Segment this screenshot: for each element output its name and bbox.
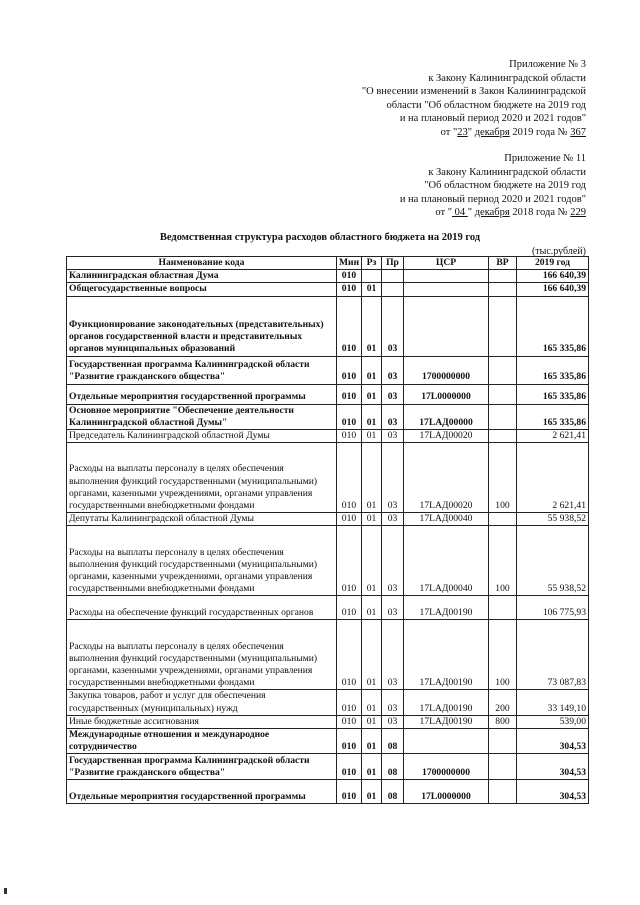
row-pr: 03 [382, 596, 404, 620]
row-rz: 01 [362, 384, 382, 404]
table-row [67, 384, 589, 404]
table-row [67, 526, 589, 596]
table-body [67, 270, 589, 804]
row-name: Государственная программа Калининградской области "Развитие гражданского общества" [67, 754, 337, 780]
col-header-pr: Пр [382, 257, 404, 270]
row-csr: 17LАД00020 [404, 443, 489, 513]
table-row [67, 754, 589, 780]
appendix-3-date: от "23" декабря 2019 года № 367 [440, 126, 586, 138]
row-vr: 100 [489, 620, 517, 690]
document-title: Ведомственная структура расходов областного бюджета на 2019 год [159, 232, 481, 243]
table-row [67, 296, 589, 356]
row-min: 010 [337, 690, 362, 715]
row-pr: 03 [382, 620, 404, 690]
row-min: 010 [337, 443, 362, 513]
col-header-amount: 2019 год [517, 257, 589, 270]
row-pr: 08 [382, 780, 404, 804]
row-min: 010 [337, 729, 362, 754]
row-pr: 03 [382, 384, 404, 404]
row-amount: 165 335,86 [517, 384, 589, 404]
row-pr [382, 270, 404, 283]
row-amount: 165 335,86 [517, 296, 589, 356]
row-amount: 304,53 [517, 729, 589, 754]
row-amount: 166 640,39 [517, 283, 589, 296]
row-pr: 03 [382, 356, 404, 384]
row-name: Отдельные мероприятия государственной программы [67, 384, 337, 404]
row-name: Расходы на обеспечение функций государственных органов [67, 596, 337, 620]
col-header-min: Мин [337, 257, 362, 270]
unit-label: (тыс.рублей) [531, 246, 586, 257]
row-vr: 800 [489, 715, 517, 728]
row-vr [489, 430, 517, 443]
budget-table [66, 256, 589, 804]
row-csr: 17LАД00190 [404, 715, 489, 728]
row-amount: 2 621,41 [517, 443, 589, 513]
table-row [67, 404, 589, 429]
row-vr [489, 296, 517, 356]
row-rz: 01 [362, 430, 382, 443]
row-name: Расходы на выплаты персоналу в целях обеспечения выполнения функций государственными (муниципальными) органами, казенными учреждениями, органами управления государственными внебюджетными фондами [67, 443, 337, 513]
table-row [67, 443, 589, 513]
row-name: Государственная программа Калининградской области "Развитие гражданского общества" [67, 356, 337, 384]
row-name: Функционирование законодательных (представительных) органов государственной власти и представительных органов муниципальных образований [67, 296, 337, 356]
table-row [67, 620, 589, 690]
row-rz: 01 [362, 690, 382, 715]
table-row [67, 283, 589, 296]
row-amount: 73 087,83 [517, 620, 589, 690]
appendix-3-law-title-3: и на плановый период 2020 и 2021 годов" [399, 113, 586, 125]
row-min: 010 [337, 780, 362, 804]
table-row [67, 430, 589, 443]
row-min: 010 [337, 715, 362, 728]
row-amount: 55 938,52 [517, 513, 589, 526]
table-row [67, 715, 589, 728]
row-rz: 01 [362, 620, 382, 690]
row-pr [382, 283, 404, 296]
row-pr: 08 [382, 754, 404, 780]
appendix-11-law-title-1: "Об областном бюджете на 2019 год [424, 180, 586, 192]
row-amount: 55 938,52 [517, 526, 589, 596]
row-amount: 539,00 [517, 715, 589, 728]
row-rz: 01 [362, 443, 382, 513]
row-name: Расходы на выплаты персоналу в целях обеспечения выполнения функций государственными (муниципальными) органами, казенными учреждениями, органами управления государственными внебюджетными фондами [67, 526, 337, 596]
row-amount: 304,53 [517, 780, 589, 804]
row-rz: 01 [362, 526, 382, 596]
row-min: 010 [337, 356, 362, 384]
row-rz: 01 [362, 356, 382, 384]
row-min: 010 [337, 620, 362, 690]
row-csr [404, 283, 489, 296]
row-vr [489, 384, 517, 404]
row-pr: 03 [382, 430, 404, 443]
col-header-csr: ЦСР [404, 257, 489, 270]
row-name: Общегосударственные вопросы [67, 283, 337, 296]
row-csr [404, 296, 489, 356]
appendix-11-law-title-2: и на плановый период 2020 и 2021 годов" [399, 193, 586, 205]
row-pr: 03 [382, 513, 404, 526]
row-vr: 100 [489, 443, 517, 513]
row-vr: 200 [489, 690, 517, 715]
appendix-3-header [362, 58, 586, 140]
row-min: 010 [337, 754, 362, 780]
row-csr: 1700000000 [404, 754, 489, 780]
row-vr: 100 [489, 526, 517, 596]
row-amount: 2 621,41 [517, 430, 589, 443]
appendix-3-law: к Закону Калининградской области [428, 72, 586, 84]
row-pr: 03 [382, 404, 404, 429]
row-pr: 03 [382, 296, 404, 356]
row-csr: 17LАД00190 [404, 690, 489, 715]
row-rz: 01 [362, 754, 382, 780]
row-csr: 17LАД00190 [404, 620, 489, 690]
row-vr [489, 729, 517, 754]
appendix-3-law-title-2: области "Об областном бюджете на 2019 год [386, 99, 586, 111]
row-name: Основное мероприятие "Обеспечение деятельности Калининградской областной Думы" [67, 404, 337, 429]
row-vr [489, 283, 517, 296]
row-vr [489, 270, 517, 283]
row-name: Калининградская областная Дума [67, 270, 337, 283]
row-vr [489, 596, 517, 620]
row-vr [489, 404, 517, 429]
row-rz: 01 [362, 715, 382, 728]
row-rz: 01 [362, 513, 382, 526]
col-header-vr: ВР [489, 257, 517, 270]
row-csr [404, 270, 489, 283]
row-pr: 03 [382, 526, 404, 596]
row-rz: 01 [362, 729, 382, 754]
table-row [67, 596, 589, 620]
row-csr: 17LАД00000 [404, 404, 489, 429]
row-min: 010 [337, 596, 362, 620]
row-amount: 106 775,93 [517, 596, 589, 620]
appendix-11-law: к Закону Калининградской области [428, 166, 586, 178]
row-csr: 17LАД00040 [404, 526, 489, 596]
table-row [67, 780, 589, 804]
row-csr: 17LАД00190 [404, 596, 489, 620]
row-name: Расходы на выплаты персоналу в целях обеспечения выполнения функций государственными (муниципальными) органами, казенными учреждениями, органами управления государственными внебюджетными фондами [67, 620, 337, 690]
row-csr: 17LАД00020 [404, 430, 489, 443]
row-amount: 33 149,10 [517, 690, 589, 715]
row-csr: 1700000000 [404, 356, 489, 384]
row-vr [489, 780, 517, 804]
row-rz: 01 [362, 596, 382, 620]
row-min: 010 [337, 513, 362, 526]
row-rz [362, 270, 382, 283]
row-csr: 17L0000000 [404, 780, 489, 804]
row-min: 010 [337, 526, 362, 596]
row-name: Закупка товаров, работ и услуг для обеспечения государственных (муниципальных) нужд [67, 690, 337, 715]
row-rz: 01 [362, 404, 382, 429]
row-amount: 304,53 [517, 754, 589, 780]
row-name: Председатель Калининградской областной Думы [67, 430, 337, 443]
row-pr: 03 [382, 690, 404, 715]
row-min: 010 [337, 270, 362, 283]
row-csr: 17LАД00040 [404, 513, 489, 526]
row-rz: 01 [362, 296, 382, 356]
row-min: 010 [337, 404, 362, 429]
appendix-11-header [400, 152, 586, 220]
row-min: 010 [337, 430, 362, 443]
col-header-name: Наименование кода [67, 257, 337, 270]
row-rz: 01 [362, 780, 382, 804]
row-min: 010 [337, 283, 362, 296]
row-pr: 03 [382, 715, 404, 728]
table-row [67, 729, 589, 754]
row-csr: 17L0000000 [404, 384, 489, 404]
scan-mark [4, 888, 7, 894]
appendix-11-date: от " 04 " декабря 2018 года № 229 [435, 207, 586, 219]
row-min: 010 [337, 296, 362, 356]
row-name: Отдельные мероприятия государственной программы [67, 780, 337, 804]
row-pr: 08 [382, 729, 404, 754]
table-row [67, 356, 589, 384]
appendix-3-law-title-1: "О внесении изменений в Закон Калининградской [361, 86, 586, 98]
row-name: Международные отношения и международное сотрудничество [67, 729, 337, 754]
row-name: Депутаты Калининградской областной Думы [67, 513, 337, 526]
row-vr [489, 754, 517, 780]
row-rz: 01 [362, 283, 382, 296]
row-vr [489, 356, 517, 384]
row-amount: 165 335,86 [517, 356, 589, 384]
row-amount: 166 640,39 [517, 270, 589, 283]
appendix-3-title: Приложение № 3 [509, 59, 586, 70]
row-min: 010 [337, 384, 362, 404]
table-row [67, 690, 589, 715]
appendix-11-title: Приложение № 11 [504, 153, 586, 164]
table-header-row [67, 257, 589, 270]
row-vr [489, 513, 517, 526]
row-name: Иные бюджетные ассигнования [67, 715, 337, 728]
row-csr [404, 729, 489, 754]
col-header-rz: Рз [362, 257, 382, 270]
table-row [67, 513, 589, 526]
table-row [67, 270, 589, 283]
row-amount: 165 335,86 [517, 404, 589, 429]
row-pr: 03 [382, 443, 404, 513]
